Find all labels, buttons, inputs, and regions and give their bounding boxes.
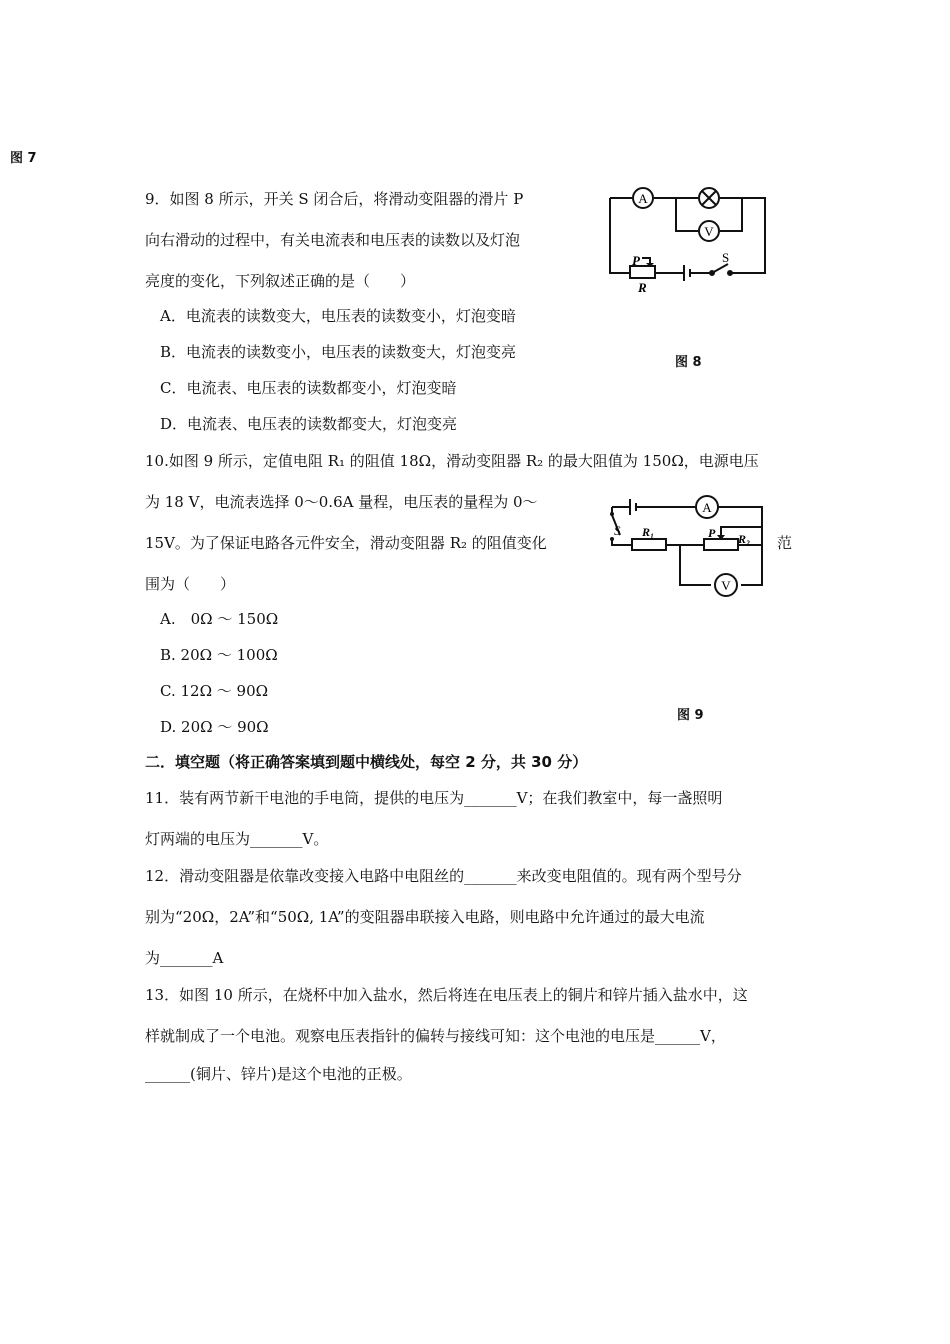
figure-8-switch-label: S bbox=[722, 250, 730, 265]
figure-8-ammeter-label: A bbox=[638, 191, 648, 206]
q10-option-c: C. 12Ω ～ 90Ω bbox=[160, 682, 269, 700]
figure-9-voltmeter-label: V bbox=[721, 578, 731, 593]
figure-7-caption: 图 7 bbox=[10, 151, 37, 166]
figure-9-ammeter-label: A bbox=[702, 500, 712, 515]
q9-option-a: A．电流表的读数变大，电压表的读数变小，灯泡变暗 bbox=[160, 307, 516, 325]
figure-8-slider-label: P bbox=[632, 253, 640, 268]
q10-line-3: 15V。为了保证电路各元件安全，滑动变阻器 R₂ 的阻值变化 bbox=[145, 534, 547, 552]
q9-line-2: 向右滑动的过程中，有关电流表和电压表的读数以及灯泡 bbox=[145, 231, 521, 249]
q9-line-1: 9．如图 8 所示，开关 S 闭合后，将滑动变阻器的滑片 P bbox=[145, 190, 524, 208]
figure-9-r2-label: R₂ bbox=[738, 532, 751, 546]
q13-line-2: 样就制成了一个电池。观察电压表指针的偏转与接线可知：这个电池的电压是______V， bbox=[145, 1027, 726, 1045]
figure-8-circuit bbox=[600, 178, 780, 298]
q9-option-c: C．电流表、电压表的读数都变小，灯泡变暗 bbox=[160, 379, 457, 397]
q10-option-d: D. 20Ω ～ 90Ω bbox=[160, 718, 269, 736]
figure-8-resistor-label: R bbox=[638, 280, 647, 295]
q10-line-2: 为 18 V，电流表选择 0～0.6A 量程，电压表的量程为 0～ bbox=[145, 493, 538, 511]
q11-line-1: 11．装有两节新干电池的手电筒，提供的电压为_______V；在我们教室中，每一盏照明 bbox=[145, 789, 723, 807]
q11-line-2: 灯两端的电压为_______V。 bbox=[145, 830, 329, 848]
section-2-heading: 二．填空题（将正确答案填到题中横线处，每空 2 分，共 30 分） bbox=[145, 753, 588, 771]
q10-line-4: 围为（ ） bbox=[145, 575, 236, 593]
q10-option-b: B. 20Ω ～ 100Ω bbox=[160, 646, 278, 664]
q12-line-2: 别为“20Ω，2A”和“50Ω, 1A”的变阻器串联接入电路，则电路中允许通过的最大电流 bbox=[145, 908, 705, 926]
q13-line-3: ______(铜片、锌片)是这个电池的正极。 bbox=[145, 1065, 412, 1083]
q13-line-1: 13．如图 10 所示，在烧杯中加入盐水，然后将连在电压表上的铜片和锌片插入盐水中，这 bbox=[145, 986, 748, 1004]
q12-line-1: 12．滑动变阻器是依靠改变接入电路中电阻丝的_______来改变电阻值的。现有两个型号分 bbox=[145, 867, 742, 885]
q10-line-3-tail: 范 bbox=[777, 534, 793, 552]
figure-9-circuit bbox=[600, 493, 775, 603]
figure-9-r1-label: R₁ bbox=[642, 525, 655, 539]
figure-9-switch-label: S bbox=[614, 523, 621, 538]
figure-8-voltmeter-label: V bbox=[704, 224, 714, 239]
q10-line-1: 10.如图 9 所示，定值电阻 R₁ 的阻值 18Ω，滑动变阻器 R₂ 的最大阻值为 150Ω，电源电压 bbox=[145, 452, 759, 470]
q10-option-a: A. 0Ω ～ 150Ω bbox=[160, 610, 279, 628]
q9-option-d: D．电流表、电压表的读数都变大，灯泡变亮 bbox=[160, 415, 458, 433]
q9-line-3: 亮度的变化，下列叙述正确的是（ ） bbox=[145, 272, 416, 290]
q9-option-b: B．电流表的读数变小，电压表的读数变大，灯泡变亮 bbox=[160, 343, 517, 361]
figure-9-slider-label: P bbox=[708, 526, 716, 540]
q12-line-3: 为_______A bbox=[145, 949, 224, 967]
figure-9-caption: 图 9 bbox=[677, 708, 704, 723]
figure-8-caption: 图 8 bbox=[675, 355, 702, 370]
